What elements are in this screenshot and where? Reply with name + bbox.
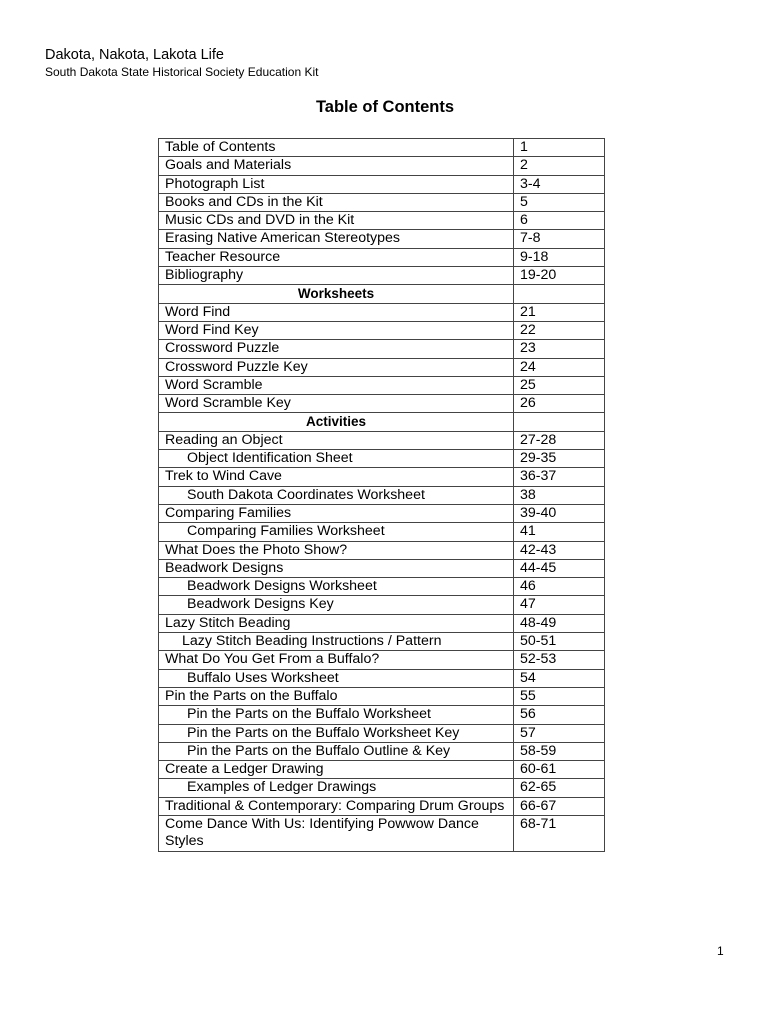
toc-row (159, 761, 605, 779)
toc-row (159, 815, 605, 851)
toc-entry-pages: 7-8 (514, 230, 605, 248)
toc-entry-pages: 24 (514, 358, 605, 376)
toc-row (159, 523, 605, 541)
toc-row (159, 230, 605, 248)
toc-row (159, 248, 605, 266)
toc-entry-pages: 3-4 (514, 175, 605, 193)
toc-entry-title: Traditional & Contemporary: Comparing Drum Groups (159, 797, 514, 815)
toc-entry-title: Object Identification Sheet (159, 450, 514, 468)
toc-entry-pages: 25 (514, 376, 605, 394)
toc-row (159, 139, 605, 157)
toc-entry-title: Beadwork Designs (159, 559, 514, 577)
toc-section-row (159, 413, 605, 431)
toc-entry-title: Pin the Parts on the Buffalo Outline & Key (159, 742, 514, 760)
toc-entry-title: South Dakota Coordinates Worksheet (159, 486, 514, 504)
toc-entry-title: Come Dance With Us: Identifying Powwow Dance Styles (159, 815, 514, 851)
toc-entry-title: What Do You Get From a Buffalo? (159, 651, 514, 669)
toc-entry-pages: 66-67 (514, 797, 605, 815)
toc-entry-title: Comparing Families Worksheet (159, 523, 514, 541)
document-header (45, 46, 318, 80)
toc-entry-title: Examples of Ledger Drawings (159, 779, 514, 797)
toc-entry-title: Word Find Key (159, 321, 514, 339)
toc-entry-title: Beadwork Designs Worksheet (159, 578, 514, 596)
toc-entry-pages: 50-51 (514, 633, 605, 651)
toc-entry-title: Lazy Stitch Beading (159, 614, 514, 632)
toc-entry-pages: 5 (514, 193, 605, 211)
toc-entry-pages: 23 (514, 340, 605, 358)
toc-entry-title: Music CDs and DVD in the Kit (159, 212, 514, 230)
toc-row (159, 376, 605, 394)
toc-entry-pages: 41 (514, 523, 605, 541)
toc-entry-title: Buffalo Uses Worksheet (159, 669, 514, 687)
toc-entry-title: Bibliography (159, 267, 514, 285)
toc-row (159, 468, 605, 486)
toc-entry-pages: 1 (514, 139, 605, 157)
toc-section-title: Worksheets (159, 285, 514, 303)
toc-row (159, 340, 605, 358)
toc-entry-pages: 62-65 (514, 779, 605, 797)
toc-entry-pages: 6 (514, 212, 605, 230)
toc-row (159, 614, 605, 632)
toc-table (158, 138, 605, 852)
toc-entry-pages: 9-18 (514, 248, 605, 266)
toc-row (159, 596, 605, 614)
toc-entry-title: Reading an Object (159, 431, 514, 449)
toc-row (159, 303, 605, 321)
toc-entry-title: Word Find (159, 303, 514, 321)
toc-entry-title: Lazy Stitch Beading Instructions / Pattern (159, 633, 514, 651)
toc-section-title: Activities (159, 413, 514, 431)
toc-entry-title: Teacher Resource (159, 248, 514, 266)
toc-entry-pages: 29-35 (514, 450, 605, 468)
toc-entry-title: Create a Ledger Drawing (159, 761, 514, 779)
toc-row (159, 633, 605, 651)
toc-entry-pages: 19-20 (514, 267, 605, 285)
toc-entry-title: Word Scramble Key (159, 395, 514, 413)
toc-entry-pages: 38 (514, 486, 605, 504)
toc-row (159, 541, 605, 559)
toc-row (159, 578, 605, 596)
toc-row (159, 321, 605, 339)
toc-section-pages-empty (514, 413, 605, 431)
toc-row (159, 504, 605, 522)
toc-row (159, 267, 605, 285)
toc-entry-pages: 58-59 (514, 742, 605, 760)
toc-entry-pages: 42-43 (514, 541, 605, 559)
toc-section-row (159, 285, 605, 303)
toc-entry-pages: 21 (514, 303, 605, 321)
toc-row (159, 724, 605, 742)
toc-entry-pages: 27-28 (514, 431, 605, 449)
kit-title: Dakota, Nakota, Lakota Life (45, 47, 224, 63)
toc-row (159, 431, 605, 449)
toc-row (159, 706, 605, 724)
toc-entry-title: Crossword Puzzle Key (159, 358, 514, 376)
toc-entry-title: Table of Contents (159, 139, 514, 157)
toc-entry-pages: 57 (514, 724, 605, 742)
toc-entry-title: Trek to Wind Cave (159, 468, 514, 486)
kit-subtitle: South Dakota State Historical Society Education Kit (45, 65, 319, 79)
toc-row (159, 395, 605, 413)
toc-entry-pages: 52-53 (514, 651, 605, 669)
toc-entry-pages: 26 (514, 395, 605, 413)
toc-entry-title: Pin the Parts on the Buffalo Worksheet Key (159, 724, 514, 742)
toc-row (159, 687, 605, 705)
toc-row (159, 651, 605, 669)
page-title: Table of Contents (315, 98, 455, 116)
toc-entry-pages: 36-37 (514, 468, 605, 486)
toc-entry-pages: 55 (514, 687, 605, 705)
toc-row (159, 157, 605, 175)
toc-entry-title: Photograph List (159, 175, 514, 193)
toc-entry-pages: 39-40 (514, 504, 605, 522)
page-number: 1 (717, 944, 724, 958)
toc-row (159, 669, 605, 687)
toc-entry-pages: 60-61 (514, 761, 605, 779)
toc-row (159, 797, 605, 815)
toc-row (159, 175, 605, 193)
toc-entry-title: Pin the Parts on the Buffalo (159, 687, 514, 705)
toc-entry-title: Crossword Puzzle (159, 340, 514, 358)
toc-entry-pages: 22 (514, 321, 605, 339)
toc-entry-pages: 68-71 (514, 815, 605, 851)
toc-entry-title: Word Scramble (159, 376, 514, 394)
toc-entry-title: Goals and Materials (159, 157, 514, 175)
toc-body (159, 139, 605, 852)
toc-entry-pages: 46 (514, 578, 605, 596)
toc-row (159, 486, 605, 504)
toc-entry-pages: 56 (514, 706, 605, 724)
toc-entry-title: Erasing Native American Stereotypes (159, 230, 514, 248)
toc-row (159, 742, 605, 760)
toc-entry-pages: 44-45 (514, 559, 605, 577)
toc-row (159, 779, 605, 797)
toc-entry-title: What Does the Photo Show? (159, 541, 514, 559)
toc-row (159, 559, 605, 577)
toc-entry-title: Beadwork Designs Key (159, 596, 514, 614)
toc-entry-pages: 47 (514, 596, 605, 614)
toc-entry-title: Comparing Families (159, 504, 514, 522)
toc-row (159, 358, 605, 376)
toc-section-pages-empty (514, 285, 605, 303)
toc-entry-title: Pin the Parts on the Buffalo Worksheet (159, 706, 514, 724)
toc-entry-pages: 54 (514, 669, 605, 687)
toc-entry-title: Books and CDs in the Kit (159, 193, 514, 211)
toc-row (159, 193, 605, 211)
toc-entry-pages: 2 (514, 157, 605, 175)
toc-row (159, 450, 605, 468)
toc-entry-pages: 48-49 (514, 614, 605, 632)
toc-row (159, 212, 605, 230)
